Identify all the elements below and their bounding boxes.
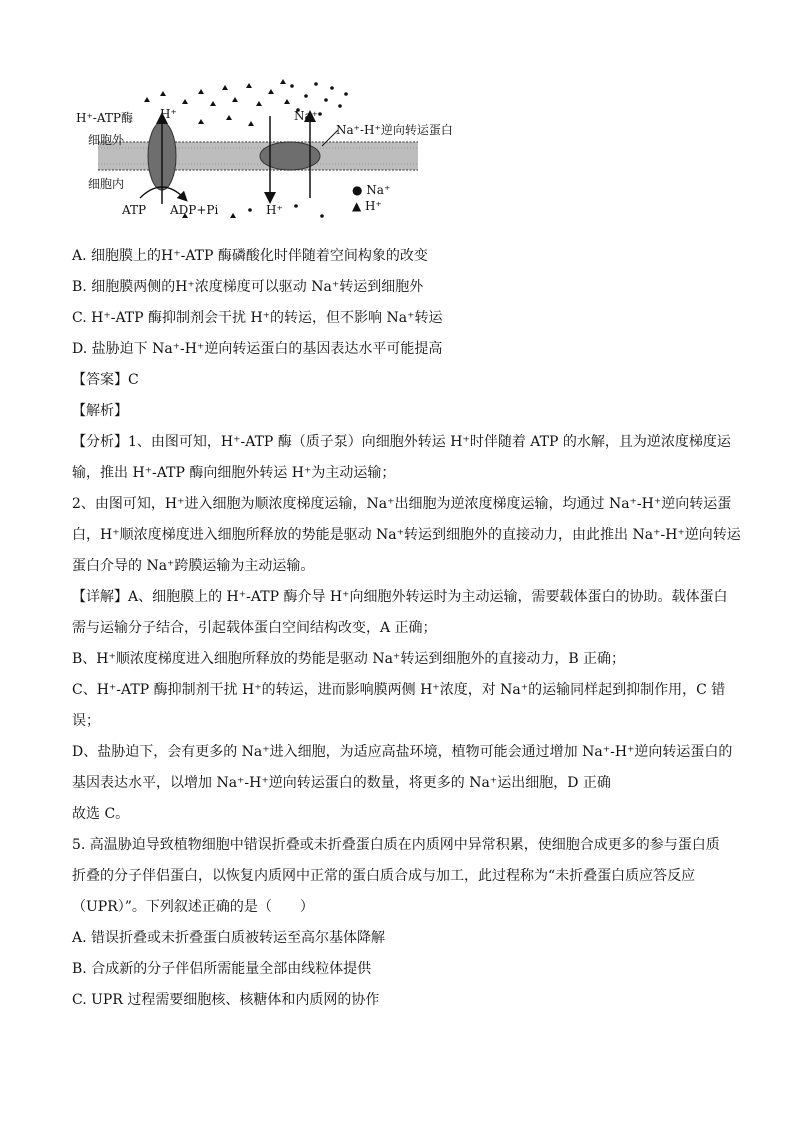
membrane-transport-figure bbox=[70, 76, 490, 226]
legend-h: ▲ H⁺ bbox=[352, 199, 382, 213]
analysis-line-1: 【分析】1、由图可知，H⁺-ATP 酶（质子泵）向细胞外转运 H⁺时伴随着 ATP 的水解，且为逆浓度梯度运 bbox=[72, 434, 731, 450]
answer-line: 【答案】C bbox=[72, 372, 139, 388]
question5-line-3: （UPR）”。下列叙述正确的是（ ） bbox=[72, 899, 314, 915]
label-h-atpase: H⁺-ATP酶 bbox=[76, 111, 133, 125]
analysis-line-5: 蛋白介导的 Na⁺跨膜运输为主动运输。 bbox=[72, 558, 315, 574]
detail-line-2: 需与运输分子结合，引起载体蛋白空间结构改变，A 正确； bbox=[72, 620, 437, 636]
detail-line-7: 基因表达水平，以增加 Na⁺-H⁺逆向转运蛋白的数量，将更多的 Na⁺运出细胞，D 正确 bbox=[72, 775, 611, 791]
analysis-line-3: 2、由图可知，H⁺进入细胞为顺浓度梯度运输，Na⁺出细胞为逆浓度梯度运输，均通过 Na⁺-H⁺逆向转运蛋 bbox=[72, 496, 732, 512]
label-h-bottom: H⁺ bbox=[266, 203, 283, 217]
label-outside: 细胞外 bbox=[88, 133, 125, 147]
label-antiporter: Na⁺-H⁺逆向转运蛋白 bbox=[336, 123, 453, 137]
analysis-heading: 【解析】 bbox=[72, 403, 128, 419]
choose-line: 故选 C。 bbox=[72, 806, 130, 822]
detail-line-5: 误； bbox=[72, 713, 100, 729]
q5-option-c: C. UPR 过程需要细胞核、核糖体和内质网的协作 bbox=[72, 992, 380, 1008]
question5-line-2: 折叠的分子伴侣蛋白，以恢复内质网中正常的蛋白质合成与加工，此过程称为“未折叠蛋白质应答反应 bbox=[72, 868, 696, 884]
analysis-line-4: 白，H⁺顺浓度梯度进入细胞所释放的势能是驱动 Na⁺转运到细胞外的直接动力，由此推出 Na⁺-H⁺逆向转运 bbox=[72, 527, 741, 543]
option-c-line: C. H⁺-ATP 酶抑制剂会干扰 H⁺的转运，但不影响 Na⁺转运 bbox=[72, 310, 443, 326]
legend-na: ● Na⁺ bbox=[352, 183, 391, 197]
antiporter-protein bbox=[260, 142, 320, 170]
q5-option-b: B. 合成新的分子伴侣所需能量全部由线粒体提供 bbox=[72, 961, 372, 977]
q5-option-a: A. 错误折叠或未折叠蛋白质被转运至高尔基体降解 bbox=[72, 930, 386, 946]
label-h-top: H⁺ bbox=[160, 107, 177, 121]
detail-line-4: C、H⁺-ATP 酶抑制剂干扰 H⁺的转运，进而影响膜两侧 H⁺浓度，对 Na⁺的运输同样起到抑制作用，C 错 bbox=[72, 682, 726, 698]
detail-line-3: B、H⁺顺浓度梯度进入细胞所释放的势能是驱动 Na⁺转运到细胞外的直接动力，B 正确； bbox=[72, 651, 626, 667]
option-d-line: D. 盐胁迫下 Na⁺-H⁺逆向转运蛋白的基因表达水平可能提高 bbox=[72, 341, 443, 357]
analysis-line-2: 输，推出 H⁺-ATP 酶向细胞外转运 H⁺为主动运输； bbox=[72, 465, 396, 481]
membrane-bilayer bbox=[98, 142, 418, 170]
label-adp: ADP+Pi bbox=[170, 203, 219, 217]
detail-line-1: 【详解】A、细胞膜上的 H⁺-ATP 酶介导 H⁺向细胞外转运时为主动运输，需要载体蛋白的协助。载体蛋白 bbox=[72, 589, 728, 605]
label-inside: 细胞内 bbox=[88, 177, 125, 191]
option-a-line: A. 细胞膜上的H⁺-ATP 酶磷酸化时伴随着空间构象的改变 bbox=[72, 248, 428, 264]
question5-line-1: 5. 高温胁迫导致植物细胞中错误折叠或未折叠蛋白质在内质网中异常积累，使细胞合成更多的参与蛋白质 bbox=[72, 837, 720, 853]
option-b-line: B. 细胞膜两侧的H⁺浓度梯度可以驱动 Na⁺转运到细胞外 bbox=[72, 279, 424, 295]
detail-line-6: D、盐胁迫下，会有更多的 Na⁺进入细胞，为适应高盐环境，植物可能会通过增加 Na⁺-H⁺逆向转运蛋白的 bbox=[72, 744, 733, 760]
label-na-top: Na⁺ bbox=[294, 109, 318, 123]
label-atp: ATP bbox=[122, 203, 147, 217]
